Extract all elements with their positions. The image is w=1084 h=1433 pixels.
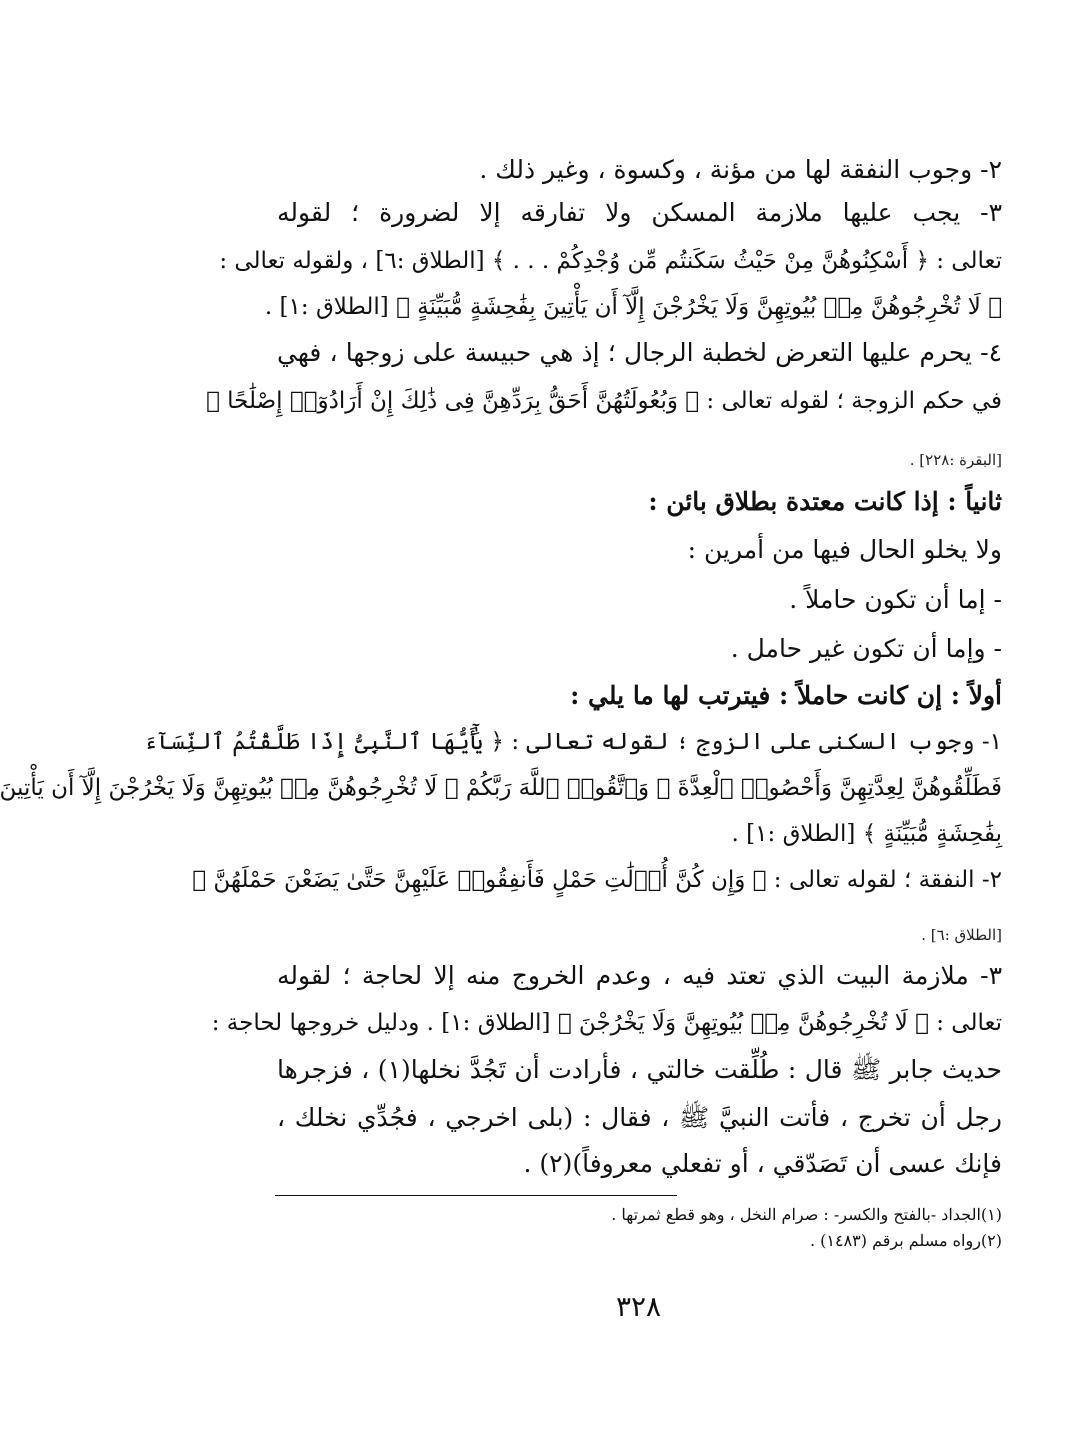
quran-verse-line-4: ﴿ لَا تُخْرِجُوهُنَّ مِنۢ بُيُوتِهِنَّ وَلَا يَخْرُجْنَ إِلَّآ أَن يَأْتِينَ بِفَٰحِشَةٍ مُّبَيِّنَةٍ ﴾ [الطلاق :١] . (264, 294, 1002, 320)
text-line-16: ٢- النفقة ؛ لقوله تعالى : ﴿ وَإِن كُنَّ أُو۟لَٰتِ حَمْلٍ فَأَنفِقُوا۟ عَلَيْهِنَّ حَتَّىٰ يَضَعْنَ حَمْلَهُنَّ ﴾ (192, 867, 1002, 893)
quran-verse-line-15: بِفَٰحِشَةٍ مُّبَيِّنَةٍ ﴾ [الطلاق :١] . (731, 821, 1002, 847)
text-line-22: فإنك عسى أن تَصَدّقي ، أو تفعلي معروفاً)(٢) . (523, 1149, 1002, 1178)
text-line-6: في حكم الزوجة ؛ لقوله تعالى : ﴿ وَبُعُولَتُهُنَّ أَحَقُّ بِرَدِّهِنَّ فِى ذَٰلِكَ إِنْ أَرَادُوٓا۟ إِصْلَٰحًا ﴾ (206, 388, 1002, 414)
list-item-not-pregnant: - وإما أن تكون غير حامل . (730, 634, 1002, 663)
text-line-2: ٣- يجب عليها ملازمة المسكن ولا تفارقه إلا لضرورة ؛ لقوله (277, 198, 1002, 227)
list-item-pregnant: - إما أن تكون حاملاً . (789, 585, 1002, 614)
text-line-21: رجل أن تخرج ، فأتت النبيَّ ﷺ ، فقال : (بلى اخرجي ، فجُدِّي نخلك ، (277, 1103, 1002, 1132)
text-line-13: ١- وجوب السكنى على الزوج ؛ لقوله تعالى : ﴿ يَٰٓأَيُّهَا ٱلنَّبِىُّ إِذَا طَلَّقْتُمُ ٱلنِّسَآءَ (144, 729, 1002, 755)
section-heading-first: أولاً : إن كانت حاملاً : فيترتب لها ما يلي : (570, 681, 1002, 710)
text-line-3: تعالى : ﴿ أَسْكِنُوهُنَّ مِنْ حَيْثُ سَكَنتُم مِّن وُجْدِكُمْ . . . ﴾ [الطلاق :٦] ، ولقوله تعالى : (219, 248, 1002, 274)
text-line-1: ٢- وجوب النفقة لها من مؤنة ، وكسوة ، وغير ذلك . (479, 155, 1002, 184)
footnote-2: (٢)رواه مسلم برقم (١٤٨٣) . (809, 1231, 1002, 1250)
page-number: ٣٢٨ (615, 1290, 662, 1323)
text-line-19: تعالى : ﴿ لَا تُخْرِجُوهُنَّ مِنۢ بُيُوتِهِنَّ وَلَا يَخْرُجْنَ ﴾ [الطلاق :١] . ودليل خروجها لحاجة : (211, 1010, 1002, 1036)
footnote-divider (275, 1195, 677, 1196)
text-line-18: ٣- ملازمة البيت الذي تعتد فيه ، وعدم الخروج منه إلا لحاجة ؛ لقوله (277, 961, 1002, 990)
text-line-20: حديث جابر ﷺ قال : طُلِّقت خالتي ، فأرادت أن تَجُدَّ نخلها(١) ، فزجرها (277, 1055, 1002, 1084)
footnote-1: (١)الجداد -بالفتح والكسر- : صرام النخل ، وهو قطع ثمرتها . (611, 1205, 1002, 1224)
text-line-9: ولا يخلو الحال فيها من أمرين : (687, 535, 1002, 564)
citation-line-17: [الطلاق :٦] . (921, 926, 1002, 944)
section-heading-second: ثانياً : إذا كانت معتدة بطلاق بائن : (648, 487, 1002, 516)
text-line-5: ٤- يحرم عليها التعرض لخطبة الرجال ؛ إذ هي حبيسة على زوجها ، فهي (277, 338, 1002, 367)
quran-verse-line-14: فَطَلِّقُوهُنَّ لِعِدَّتِهِنَّ وَأَحْصُوا۟ ٱلْعِدَّةَ ۖ وَٱتَّقُوا۟ ٱللَّهَ رَبَّكُمْ ۖ لَا تُخْرِجُوهُنَّ مِنۢ بُيُوتِهِنَّ وَلَا يَخْرُجْنَ إِلَّآ أَن يَأْتِينَ (0, 775, 1002, 801)
citation-line-7: [البقرة :٢٢٨] . (909, 451, 1002, 469)
